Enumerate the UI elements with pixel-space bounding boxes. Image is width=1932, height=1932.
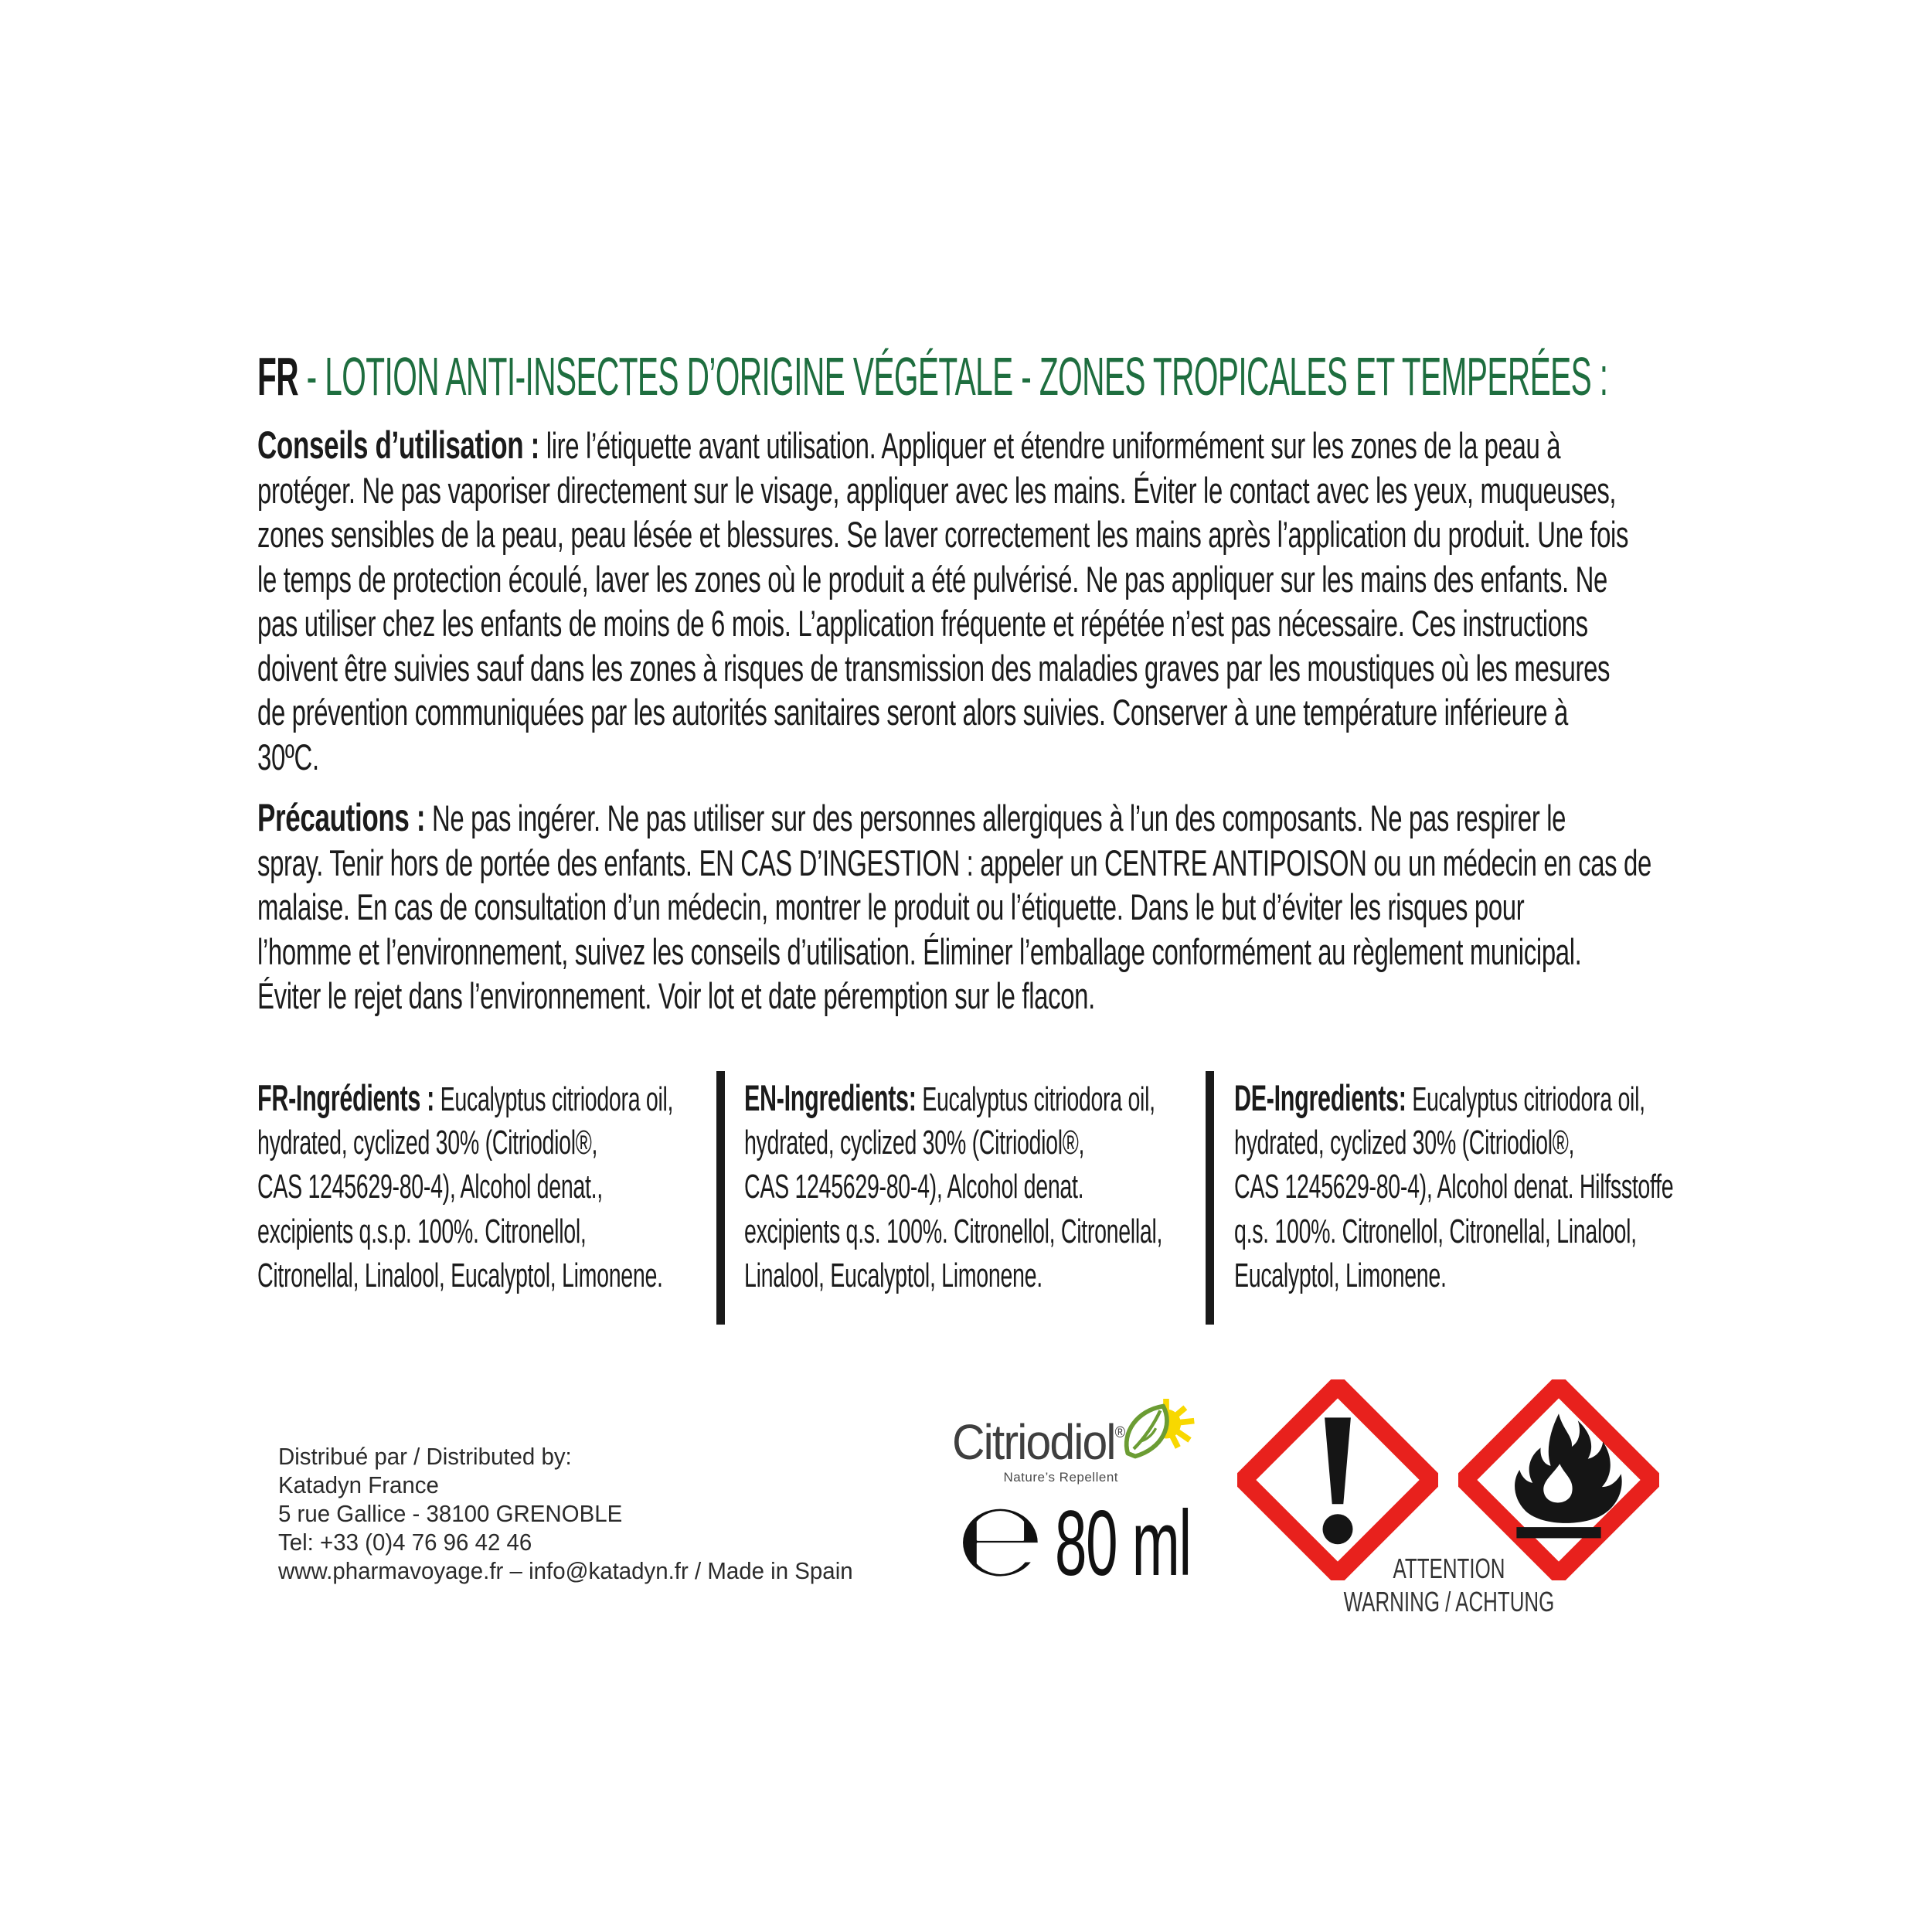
text-line [1234,1076,1673,1121]
text-line: Citronellal, Linalool, Eucalyptol, Limonene. [257,1257,663,1294]
text-line: malaise. En cas de consultation d’un médecin, montrer le produit ou l’étiquette. Dans le but d’éviter les risques pour [257,886,1525,927]
ingredients-de-heading: DE-Ingredients: [1234,1077,1406,1118]
text-line: CAS 1245629-80-4), Alcohol denat. [744,1168,1084,1206]
text-line: pas utiliser chez les enfants de moins de 6 mois. L’application fréquente et répétée n’est pas nécessaire. Ces instructions [257,603,1588,644]
usage-paragraph [257,423,1932,779]
distributor-line: Distribué par / Distributed by: [278,1443,572,1470]
text-line [257,1076,673,1121]
text-line: spray. Tenir hors de portée des enfants. EN CAS D’INGESTION : appeler un CENTRE ANTIPOISON ou un médecin en cas de [257,842,1651,883]
citriodiol-leaf-sun-icon [1114,1397,1199,1465]
text-line: CAS 1245629-80-4), Alcohol denat., [257,1168,603,1206]
text-line [744,1076,1162,1121]
text-line: doivent être suivies sauf dans les zones à risques de transmission des maladies graves par les moustiques où les mesures [257,647,1611,689]
ghs-flame-pictogram [1458,1379,1659,1580]
precautions-heading: Précautions : [257,796,426,839]
text-line: q.s. 100%. Citronellol, Citronellal, Linalool, [1234,1212,1637,1250]
text-line: hydrated, cyclized 30% (Citriodiol®, [257,1123,598,1162]
registered-trademark-symbol: ® [1114,1424,1124,1441]
precautions-paragraph [257,796,1932,1019]
distributor-line: Tel: +33 (0)4 76 96 42 46 [278,1529,532,1556]
text-line: CAS 1245629-80-4), Alcohol denat. Hilfsstoffe [1234,1168,1674,1206]
estimated-sign: ℮ [957,1481,1044,1600]
ingredients-de-first-line: Eucalyptus citriodora oil, [1406,1080,1645,1118]
usage-first-line: lire l’étiquette avant utilisation. Appliquer et étendre uniformément sur les zones de la peau à [539,425,1561,466]
volume-amount: 80 ml [1054,1492,1191,1595]
signal-word-attention: ATTENTION [1393,1553,1505,1584]
citriodiol-brand-text [952,1408,1124,1470]
distributor-line: Katadyn France [278,1471,439,1498]
distributor-line: 5 rue Gallice - 38100 GRENOBLE [278,1500,623,1527]
text-line: Eucalyptol, Limonene. [1234,1257,1447,1294]
column-divider [716,1071,725,1325]
exclamation-mark-icon [1237,1379,1438,1580]
distributor-line: www.pharmavoyage.fr – info@katadyn.fr / Made in Spain [278,1557,853,1584]
text-line: hydrated, cyclized 30% (Citriodiol®, [1234,1123,1575,1162]
ingredients-fr-first-line: Eucalyptus citriodora oil, [434,1080,674,1118]
text-line: le temps de protection écoulé, laver les zones où le produit a été pulvérisé. Ne pas appliquer sur les mains des enfants. Ne [257,558,1608,600]
text-line: de prévention communiquées par les autorités sanitaires seront alors suivies. Conserver à une température inférieure à [257,692,1568,733]
text-line [257,796,1651,841]
text-line: excipients q.s. 100%. Citronellol, Citronellal, [744,1212,1163,1250]
ingredients-fr-heading: FR-Ingrédients : [257,1077,435,1118]
ghs-exclamation-pictogram [1237,1379,1438,1580]
text-line: 30ºC. [257,736,319,777]
citriodiol-logo [952,1408,1139,1485]
title-language-code: FR [257,346,298,406]
text-line: zones sensibles de la peau, peau lésée et blessures. Se laver correctement les mains après l’application du produit. Une fois [257,514,1629,555]
text-line: protéger. Ne pas vaporiser directement sur le visage, appliquer avec les mains. Éviter le contact avec les yeux, muqueuses, [257,469,1617,511]
text-line: excipients q.s.p. 100%. Citronellol, [257,1212,587,1250]
text-line: Éviter le rejet dans l’environnement. Voir lot et date péremption sur le flacon. [257,975,1095,1016]
hazard-signal-words [1283,1552,1615,1618]
ingredients-en-heading: EN-Ingredients: [744,1077,917,1118]
usage-heading: Conseils d’utilisation : [257,423,539,467]
distributor-block [278,1442,883,1585]
precautions-first-line: Ne pas ingérer. Ne pas utiliser sur des personnes allergiques à l’un des composants. Ne pas respirer le [425,798,1566,838]
citriodiol-wordmark: Citriodiol [952,1414,1115,1470]
text-line [257,423,1628,468]
net-volume [957,1481,1274,1600]
text-line: Linalool, Eucalyptol, Limonene. [744,1257,1043,1294]
ingredients-en-first-line: Eucalyptus citriodora oil, [916,1080,1155,1118]
ingredients-de-column [1234,1076,1910,1298]
citriodiol-tagline: Nature’s Repellent [1003,1470,1118,1485]
title-text: - LOTION ANTI-INSECTES D’ORIGINE VÉGÉTALE - ZONES TROPICALES ET TEMPERÉES : [298,346,1608,406]
text-line: hydrated, cyclized 30% (Citriodiol®, [744,1123,1085,1162]
signal-word-warning-achtung: WARNING / ACHTUNG [1343,1586,1555,1617]
flame-icon [1458,1379,1659,1580]
text-line: l’homme et l’environnement, suivez les conseils d’utilisation. Éliminer l’emballage conformément au règlement municipal. [257,930,1582,972]
column-divider [1206,1071,1214,1325]
product-title [257,346,1608,406]
